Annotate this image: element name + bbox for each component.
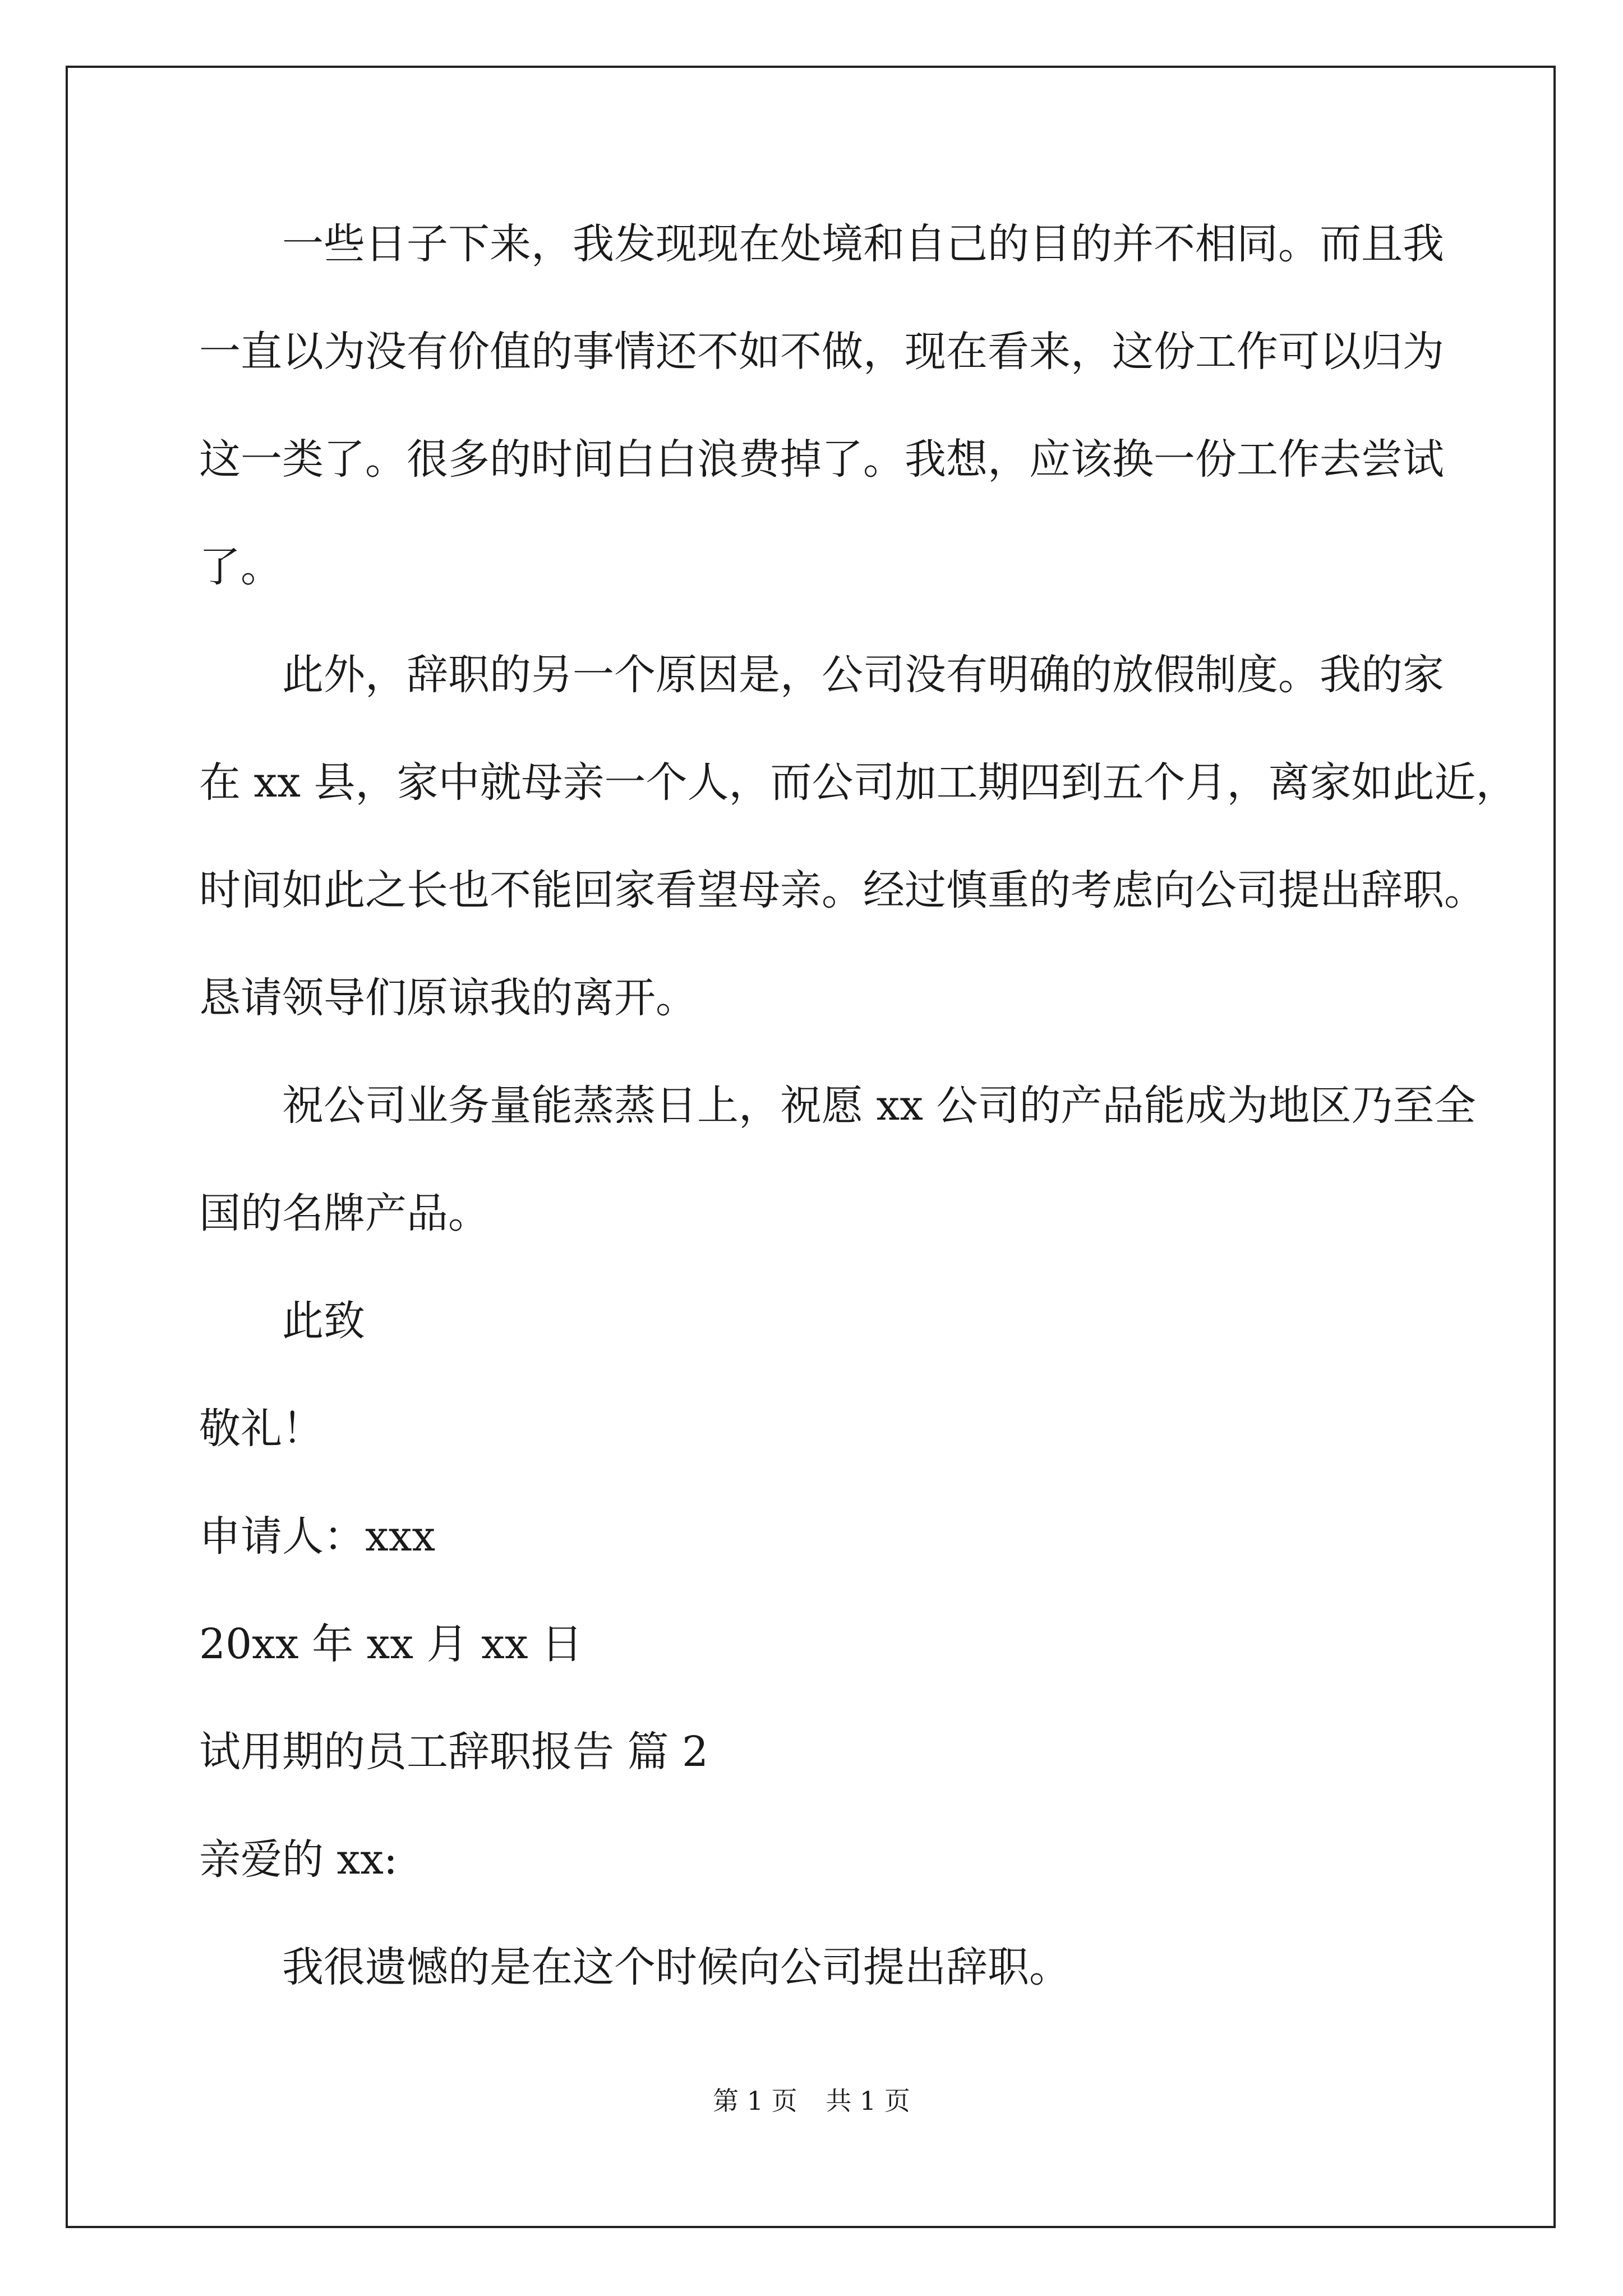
- applicant-line: 申请人：xxx: [199, 1512, 436, 1561]
- paragraph-2-line-1: 此外，辞职的另一个原因是，公司没有明确的放假制度。我的家: [282, 651, 1444, 699]
- paragraph-2-line-4: 恳请领导们原谅我的离开。: [199, 974, 697, 1022]
- page-number-total: 共 1 页: [826, 2086, 910, 2116]
- paragraph-1-line-4: 了。: [199, 543, 282, 591]
- paragraph-1-line-3: 这一类了。很多的时间白白浪费掉了。我想，应该换一份工作去尝试: [199, 435, 1444, 484]
- paragraph-2-line-3: 时间如此之长也不能回家看望母亲。经过慎重的考虑向公司提出辞职。: [199, 866, 1486, 914]
- salute-text: 敬礼！: [199, 1405, 324, 1453]
- paragraph-1-line-1: 一些日子下来，我发现现在处境和自己的目的并不相同。而且我: [282, 220, 1444, 268]
- page-number-current: 第 1 页: [713, 2086, 797, 2116]
- closing-text: 此致: [282, 1297, 365, 1345]
- page-footer: [0, 2084, 1623, 2118]
- page-border: [66, 66, 1556, 2228]
- date-line: 20xx 年 xx 月 xx 日: [199, 1620, 583, 1668]
- section-title: 试用期的员工辞职报告 篇 2: [199, 1728, 709, 1776]
- paragraph-3-line-2: 国的名牌产品。: [199, 1189, 490, 1237]
- paragraph-1-line-2: 一直以为没有价值的事情还不如不做，现在看来，这份工作可以归为: [199, 328, 1444, 376]
- paragraph-4-line-1: 我很遗憾的是在这个时候向公司提出辞职。: [282, 1943, 1071, 1991]
- greeting-line: 亲爱的 xx:: [199, 1835, 398, 1884]
- paragraph-3-line-1: 祝公司业务量能蒸蒸日上，祝愿 xx 公司的产品能成为地区乃至全: [282, 1082, 1476, 1130]
- paragraph-2-line-2: 在 xx 县，家中就母亲一个人，而公司加工期四到五个月，离家如此近，: [199, 758, 1518, 807]
